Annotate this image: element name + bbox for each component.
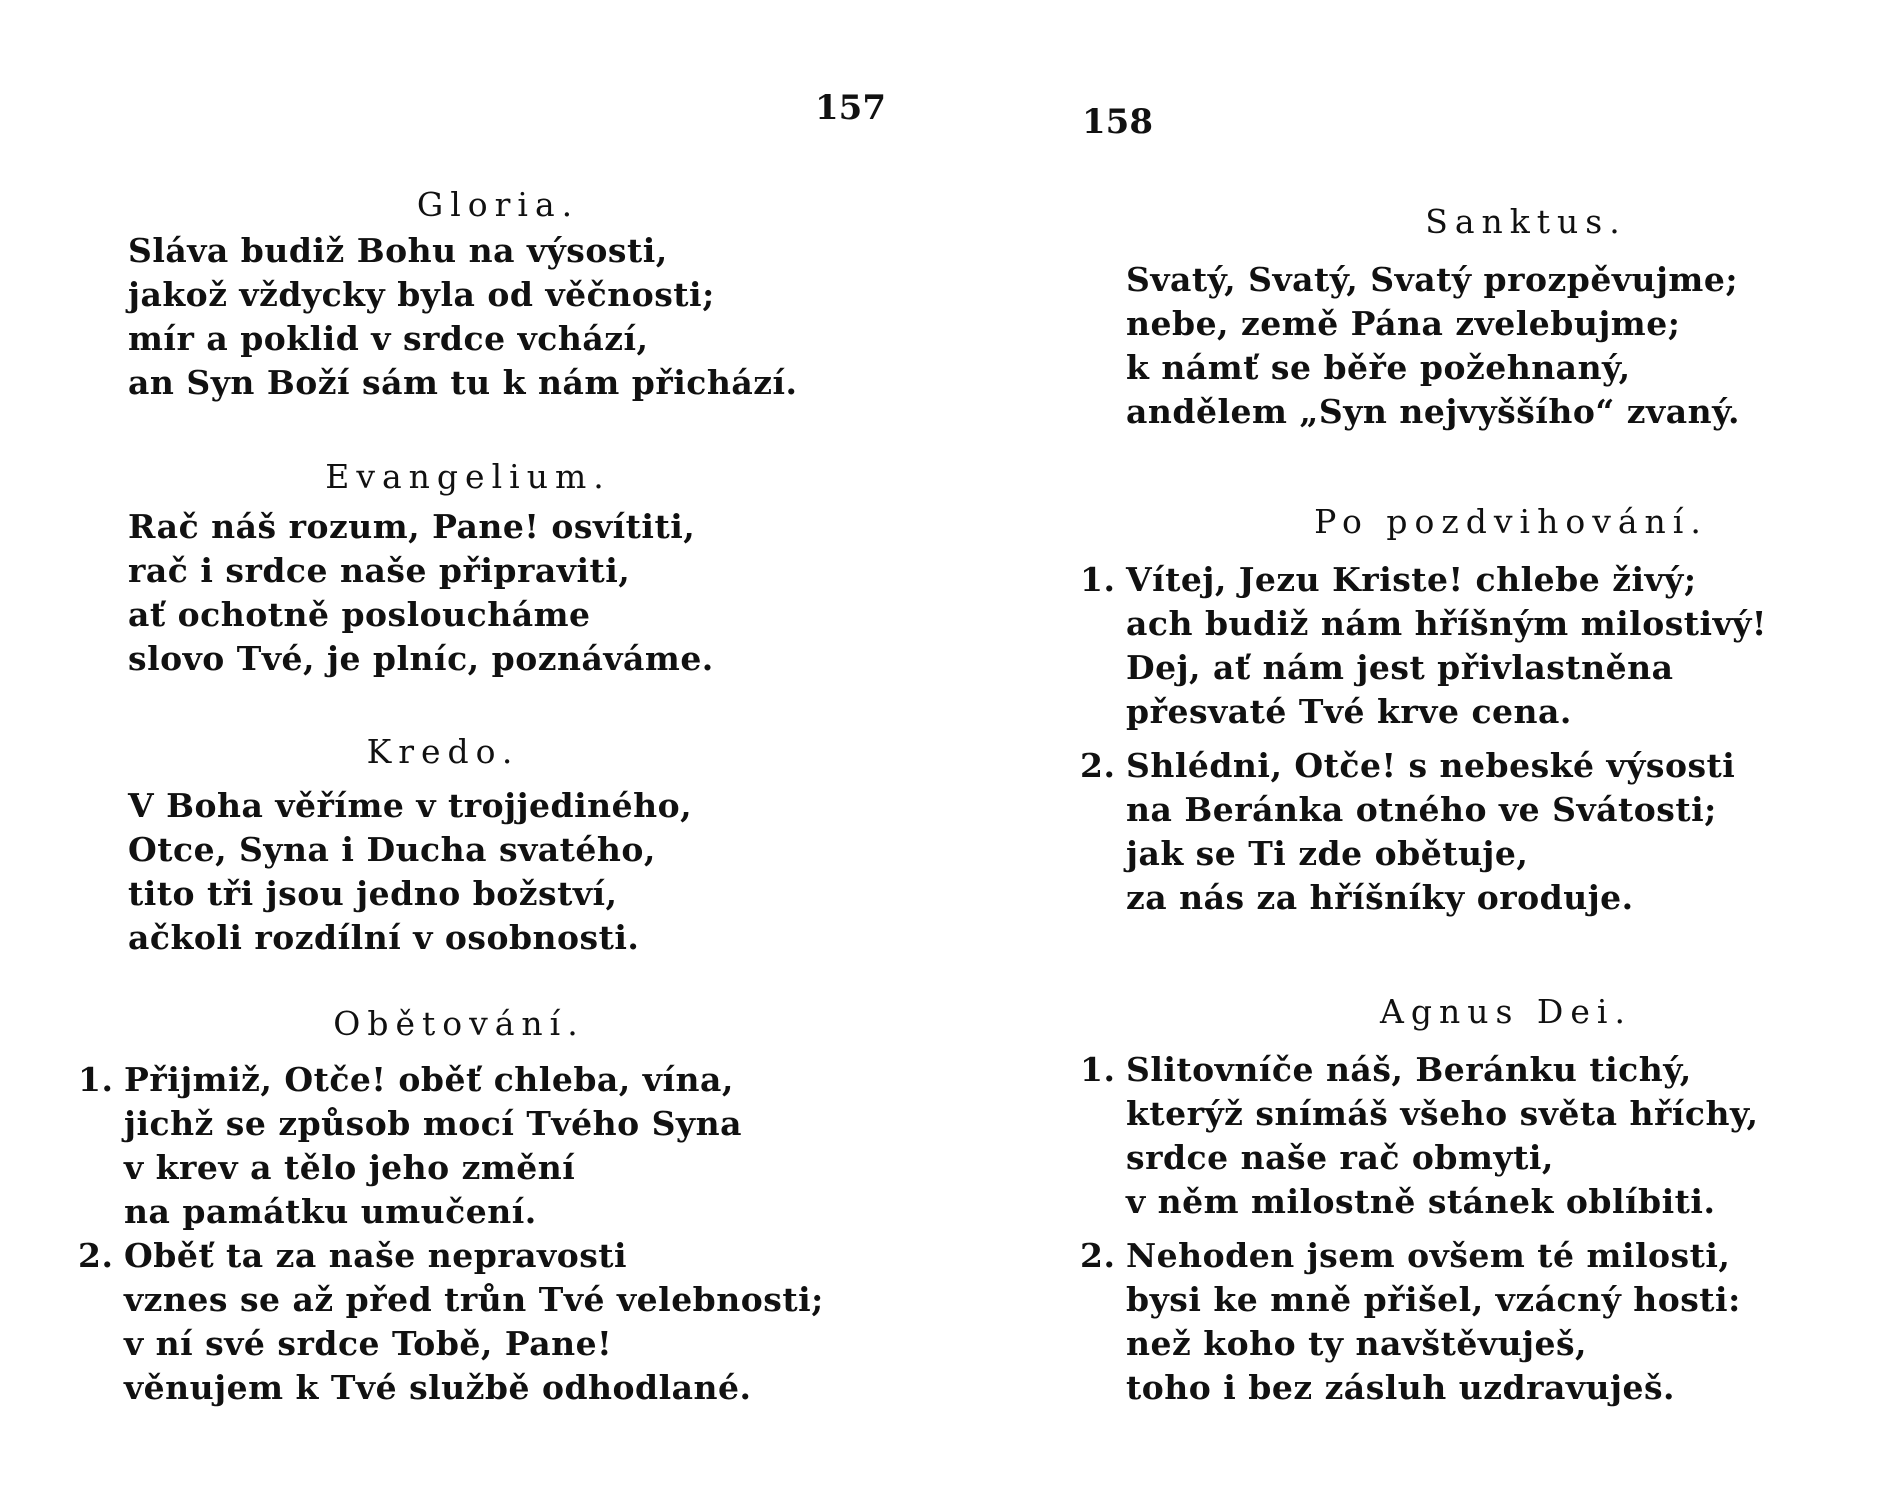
section-heading: Agnus Dei. xyxy=(1380,992,1632,1031)
verse-line: přesvaté Tvé krve cena. xyxy=(1126,692,1572,731)
verse-line: V Boha věříme v trojjediného, xyxy=(128,786,693,825)
section-heading: Po pozdvihování. xyxy=(1314,502,1708,541)
verse-line: než koho ty navštěvuješ, xyxy=(1126,1324,1588,1363)
stanza-number: 2. xyxy=(1080,1236,1116,1275)
verse-line: bysi ke mně přišel, vzácný hosti: xyxy=(1126,1280,1741,1319)
verse-line: na Beránka otného ve Svátosti; xyxy=(1126,790,1717,829)
verse-line: slovo Tvé, je plníc, poznáváme. xyxy=(128,639,714,678)
verse-line: Nehoden jsem ovšem té milosti, xyxy=(1126,1236,1731,1275)
stanza xyxy=(78,1058,904,1234)
stanza-number: 1. xyxy=(1080,560,1116,599)
verse-line: Slitovníče náš, Beránku tichý, xyxy=(1126,1050,1692,1089)
section-sanktus xyxy=(1126,200,1866,434)
section-heading: Gloria. xyxy=(416,185,580,224)
verse-line: věnujem k Tvé službě odhodlané. xyxy=(124,1368,752,1407)
stanza xyxy=(1080,744,1866,920)
verse-line: Oběť ta za naše nepravosti xyxy=(124,1236,628,1275)
stanza xyxy=(1080,1048,1866,1224)
stanza-number: 2. xyxy=(78,1236,114,1275)
verse-line: jakož vždycky byla od věčnosti; xyxy=(128,275,715,314)
verse-line: kterýž snímáš všeho světa hříchy, xyxy=(1126,1094,1759,1133)
verse-line: jichž se způsob mocí Tvého Syna xyxy=(124,1104,742,1143)
section-agnus-dei xyxy=(1080,990,1866,1410)
page-number: 158 xyxy=(1082,102,1153,142)
verse-block xyxy=(1126,258,1866,434)
verse-line: vznes se až před trůn Tvé velebnosti; xyxy=(124,1280,824,1319)
section-obetovani xyxy=(78,1002,904,1410)
section-heading: Sanktus. xyxy=(1425,202,1627,241)
verse-line: na památku umučení. xyxy=(124,1192,537,1231)
verse-line: jak se Ti zde obětuje, xyxy=(1126,834,1529,873)
verse-line: k námť se běře požehnaný, xyxy=(1126,348,1631,387)
verse-line: ať ochotně posloucháme xyxy=(128,595,591,634)
verse-block xyxy=(128,229,888,405)
verse-line: toho i bez zásluh uzdravuješ. xyxy=(1126,1368,1676,1407)
verse-line: Vítej, Jezu Kriste! chlebe živý; xyxy=(1126,560,1697,599)
verse-line: Sláva budiž Bohu na výsosti, xyxy=(128,231,668,270)
verse-line: Dej, ať nám jest přivlastněna xyxy=(1126,648,1674,687)
stanza xyxy=(1080,1234,1866,1410)
stanza xyxy=(1080,558,1866,734)
verse-line: ačkoli rozdílní v osobnosti. xyxy=(128,918,640,957)
stanza-number: 1. xyxy=(78,1060,114,1099)
verse-line: Rač náš rozum, Pane! osvítiti, xyxy=(128,507,696,546)
section-heading: Evangelium. xyxy=(325,457,611,496)
verse-line: srdce naše rač obmyti, xyxy=(1126,1138,1554,1177)
verse-line: v krev a tělo jeho změní xyxy=(124,1148,576,1187)
section-gloria xyxy=(128,183,888,405)
section-evangelium xyxy=(128,455,888,681)
verse-line: Otce, Syna i Ducha svatého, xyxy=(128,830,656,869)
verse-line: ach budiž nám hříšným milostivý! xyxy=(1126,604,1767,643)
verse-block xyxy=(128,505,888,681)
verse-line: rač i srdce naše připraviti, xyxy=(128,551,631,590)
verse-line: Svatý, Svatý, Svatý prozpěvujme; xyxy=(1126,260,1739,299)
verse-line: v něm milostně stánek oblíbiti. xyxy=(1126,1182,1716,1221)
verse-line: za nás za hříšníky oroduje. xyxy=(1126,878,1634,917)
stanza-number: 2. xyxy=(1080,746,1116,785)
verse-line: Shlédni, Otče! s nebeské výsosti xyxy=(1126,746,1736,785)
section-po-pozdvihovani xyxy=(1080,500,1866,920)
verse-line: mír a poklid v srdce vchází, xyxy=(128,319,649,358)
right-page xyxy=(946,0,1892,1500)
verse-line: Přijmiž, Otče! oběť chleba, vína, xyxy=(124,1060,734,1099)
section-heading: Kredo. xyxy=(366,732,520,771)
stanza xyxy=(78,1234,904,1410)
verse-block xyxy=(128,784,888,960)
verse-line: nebe, země Pána zvelebujme; xyxy=(1126,304,1681,343)
section-heading: Obětování. xyxy=(333,1004,585,1043)
verse-line: andělem „Syn nejvyššího“ zvaný. xyxy=(1126,392,1740,431)
verse-line: an Syn Boží sám tu k nám přichází. xyxy=(128,363,798,402)
verse-line: v ní své srdce Tobě, Pane! xyxy=(124,1324,613,1363)
verse-line: tito tři jsou jedno božství, xyxy=(128,874,618,913)
section-kredo xyxy=(128,730,888,960)
stanza-number: 1. xyxy=(1080,1050,1116,1089)
page-number: 157 xyxy=(815,88,886,128)
